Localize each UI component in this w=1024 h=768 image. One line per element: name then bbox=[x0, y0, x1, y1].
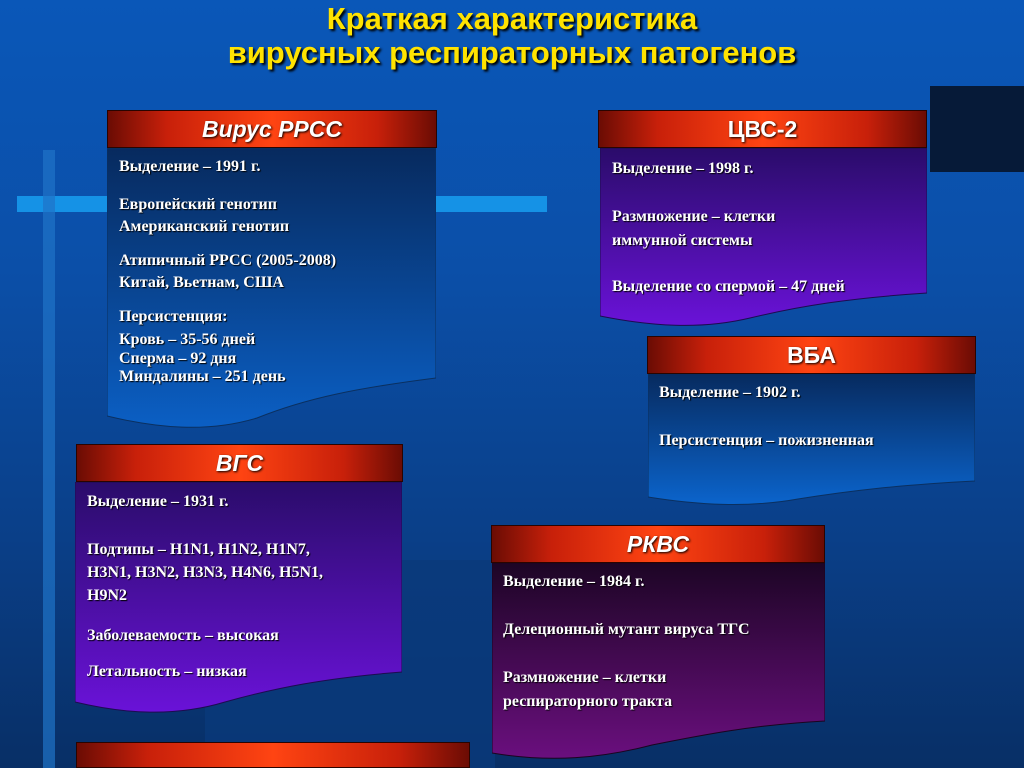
background-bottom-bar bbox=[76, 742, 470, 768]
card-prrs-header: Вирус РРСС bbox=[107, 110, 437, 148]
card-vgs-line: Подтипы – H1N1, H1N2, H1N7, bbox=[87, 541, 310, 558]
card-vgs-line: H3N1, H3N2, H3N3, H4N6, H5N1, bbox=[87, 564, 323, 581]
card-pcv2-line: Выделение со спермой – 47 дней bbox=[612, 278, 845, 295]
card-vba-line: Персистенция – пожизненная bbox=[659, 432, 874, 449]
card-vba-text bbox=[659, 382, 969, 452]
card-vgs-line: Летальность – низкая bbox=[87, 663, 247, 680]
card-prcv-text bbox=[503, 571, 823, 713]
card-vba-header: ВБА bbox=[647, 336, 976, 374]
card-prrs-line: Кровь – 35-56 дней bbox=[119, 331, 256, 348]
page-title-line1: Краткая характеристика bbox=[326, 1, 698, 36]
card-pcv2-text bbox=[612, 158, 922, 298]
card-pcv2-line: Размножение – клетки bbox=[612, 208, 776, 225]
card-prrs-line: Персистенция: bbox=[119, 308, 228, 325]
page-title bbox=[0, 2, 1024, 70]
card-prcv-line: Делеционный мутант вируса ТГС bbox=[503, 621, 750, 638]
card-prrs-line: Китай, Вьетнам, США bbox=[119, 274, 284, 291]
card-prcv-line: респираторного тракта bbox=[503, 693, 673, 710]
card-prrs-text bbox=[119, 156, 429, 386]
card-prrs-line: Выделение – 1991 г. bbox=[119, 158, 261, 175]
card-vba-line: Выделение – 1902 г. bbox=[659, 384, 801, 401]
card-pcv2-line: иммунной системы bbox=[612, 232, 753, 249]
card-vgs-text bbox=[87, 491, 397, 683]
card-prcv-header: РКВС bbox=[491, 525, 825, 563]
background-dark-block bbox=[930, 86, 1024, 172]
card-prrs-line: Атипичный РРСС (2005-2008) bbox=[119, 252, 337, 269]
card-pcv2-line: Выделение – 1998 г. bbox=[612, 160, 754, 177]
card-prcv-line: Размножение – клетки bbox=[503, 669, 667, 686]
card-vgs-line: H9N2 bbox=[87, 587, 127, 604]
card-prrs-line: Европейский генотип bbox=[119, 196, 277, 213]
card-prrs-line: Миндалины – 251 день bbox=[119, 368, 286, 385]
card-prrs-line: Сперма – 92 дня bbox=[119, 350, 237, 367]
page-title-line2: вирусных респираторных патогенов bbox=[227, 35, 797, 70]
background-stripe-vertical bbox=[43, 150, 55, 768]
card-prcv-line: Выделение – 1984 г. bbox=[503, 573, 645, 590]
card-prrs-line: Американский генотип bbox=[119, 218, 290, 235]
card-pcv2-header: ЦВС-2 bbox=[598, 110, 927, 148]
card-vgs-header: ВГС bbox=[76, 444, 403, 482]
card-vgs-line: Заболеваемость – высокая bbox=[87, 627, 279, 644]
card-vgs-line: Выделение – 1931 г. bbox=[87, 493, 229, 510]
